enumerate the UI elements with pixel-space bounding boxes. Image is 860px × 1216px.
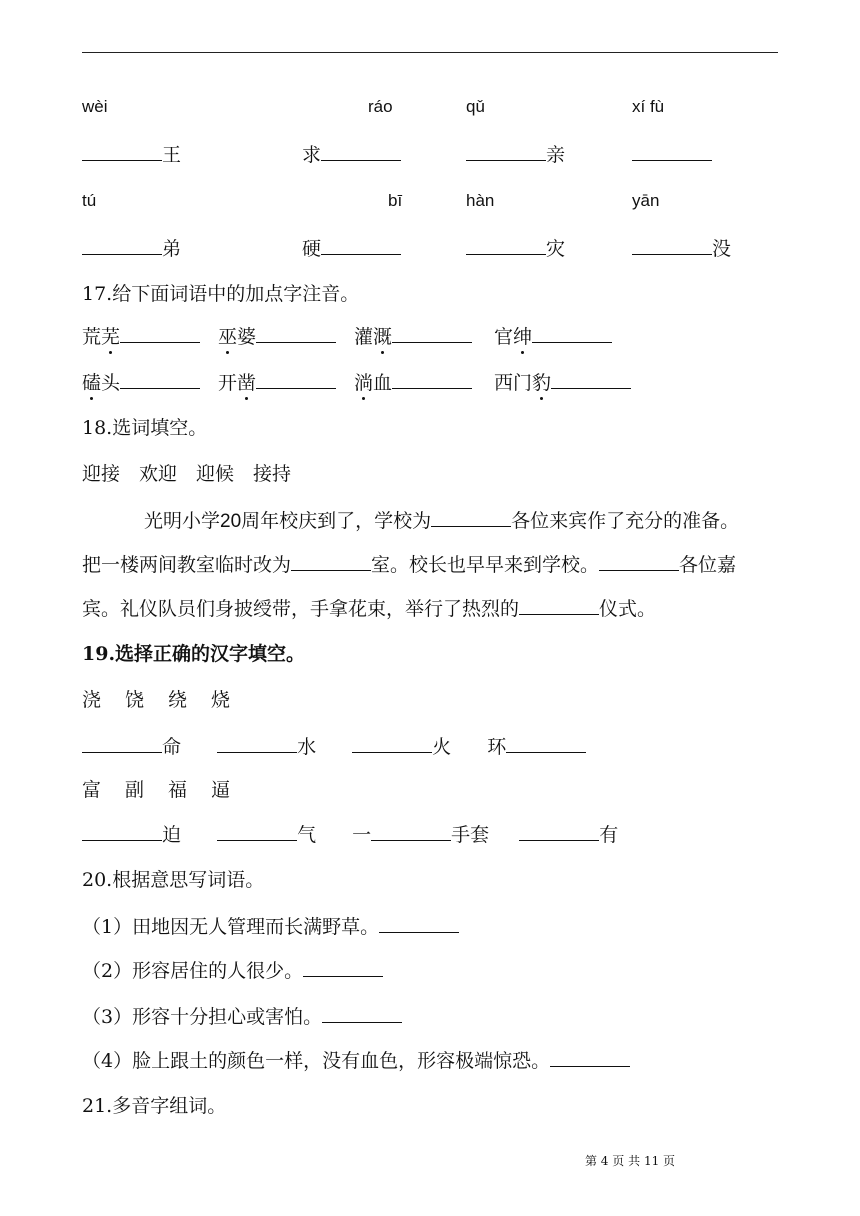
- answer-blank[interactable]: [519, 596, 599, 615]
- q16-row1: 王: [82, 142, 181, 167]
- q20-item-4: （4）脸上跟土的颜色一样，没有血色，形容极端惊恐。: [82, 1048, 630, 1073]
- answer-blank[interactable]: [379, 914, 459, 933]
- answer-blank[interactable]: [256, 324, 336, 343]
- answer-blank[interactable]: [82, 236, 162, 255]
- q19-set2: 富 副 福 逼: [82, 779, 231, 801]
- answer-blank[interactable]: [466, 142, 546, 161]
- q17-word-1: 荒芜: [82, 324, 200, 349]
- pinyin-yan: yān: [632, 191, 660, 210]
- q20-item-2: （2）形容居住的人很少。: [82, 958, 383, 983]
- q16-row1-c: 亲: [466, 142, 565, 167]
- answer-blank[interactable]: [392, 324, 472, 343]
- pinyin-tu: tú: [82, 191, 97, 210]
- pinyin-rao: ráo: [368, 97, 393, 116]
- answer-blank[interactable]: [431, 508, 511, 527]
- q16-row2: 弟: [82, 236, 181, 261]
- answer-blank[interactable]: [82, 734, 162, 753]
- answer-blank[interactable]: [217, 822, 297, 841]
- q20-title: 20.根据意思写词语。: [82, 869, 265, 891]
- answer-blank[interactable]: [519, 822, 599, 841]
- q19-title: 19.选择正确的汉字填空。: [82, 643, 306, 665]
- q17-word-2: 巫婆: [218, 324, 336, 349]
- q19-set1: 浇 饶 绕 烧: [82, 689, 231, 711]
- q17-word-6: 开凿: [218, 370, 336, 395]
- answer-blank[interactable]: [217, 734, 297, 753]
- q21-title: 21.多音字组词。: [82, 1095, 227, 1117]
- answer-blank[interactable]: [551, 370, 631, 389]
- answer-blank[interactable]: [632, 236, 712, 255]
- q17-word-3: 灌溉: [354, 324, 472, 349]
- q17-word-7: 淌血: [354, 370, 472, 395]
- answer-blank[interactable]: [532, 324, 612, 343]
- q16-row1-d: [632, 142, 712, 167]
- q17-word-5: 磕头: [82, 370, 200, 395]
- q18-para-line2: 把一楼两间教室临时改为 室。校长也早早来到学校。 各位嘉: [82, 554, 737, 576]
- answer-blank[interactable]: [291, 552, 371, 571]
- answer-blank[interactable]: [120, 324, 200, 343]
- answer-blank[interactable]: [392, 370, 472, 389]
- answer-blank[interactable]: [506, 734, 586, 753]
- answer-blank[interactable]: [632, 142, 712, 161]
- q19-row2: 迫 气 一 手套 有: [82, 822, 618, 847]
- q16-row1-b: 求: [302, 142, 401, 167]
- page-footer: 第 4 页 共 11 页: [584, 1154, 676, 1168]
- answer-blank[interactable]: [322, 1004, 402, 1023]
- q20-item-1: （1）田地因无人管理而长满野草。: [82, 914, 459, 939]
- q17-word-8: 西门豹: [494, 370, 631, 395]
- q19-row1: 命 水 火 环: [82, 734, 586, 759]
- answer-blank[interactable]: [303, 958, 383, 977]
- q16-row2-c: 灾: [466, 236, 565, 261]
- answer-blank[interactable]: [550, 1048, 630, 1067]
- answer-blank[interactable]: [321, 236, 401, 255]
- pinyin-han: hàn: [466, 191, 495, 210]
- q18-title: 18.选词填空。: [82, 417, 208, 439]
- answer-blank[interactable]: [599, 552, 679, 571]
- answer-blank[interactable]: [466, 236, 546, 255]
- q18-para-line1: 光明小学20周年校庆到了，学校为 各位来宾作了充分的准备。: [144, 510, 740, 532]
- answer-blank[interactable]: [256, 370, 336, 389]
- header-rule: [82, 52, 778, 53]
- q18-para-line3: 宾。礼仪队员们身披绶带，手拿花束，举行了热烈的 仪式。: [82, 598, 657, 620]
- answer-blank[interactable]: [321, 142, 401, 161]
- answer-blank[interactable]: [120, 370, 200, 389]
- q20-item-3: （3）形容十分担心或害怕。: [82, 1004, 402, 1029]
- pinyin-xifu: xí fù: [632, 97, 665, 116]
- answer-blank[interactable]: [82, 822, 162, 841]
- q16-row2-d: 没: [632, 236, 731, 261]
- q18-options: 迎接 欢迎 迎候 接持: [82, 463, 292, 485]
- pinyin-wei: wèi: [82, 97, 108, 116]
- q17-word-4: 官绅: [494, 324, 612, 349]
- pinyin-qu: qǔ: [466, 97, 485, 116]
- answer-blank[interactable]: [82, 142, 162, 161]
- q16-row2-b: 硬: [302, 236, 401, 261]
- q17-title: 17.给下面词语中的加点字注音。: [82, 283, 360, 305]
- pinyin-bi: bī: [388, 191, 403, 210]
- answer-blank[interactable]: [371, 822, 451, 841]
- answer-blank[interactable]: [352, 734, 432, 753]
